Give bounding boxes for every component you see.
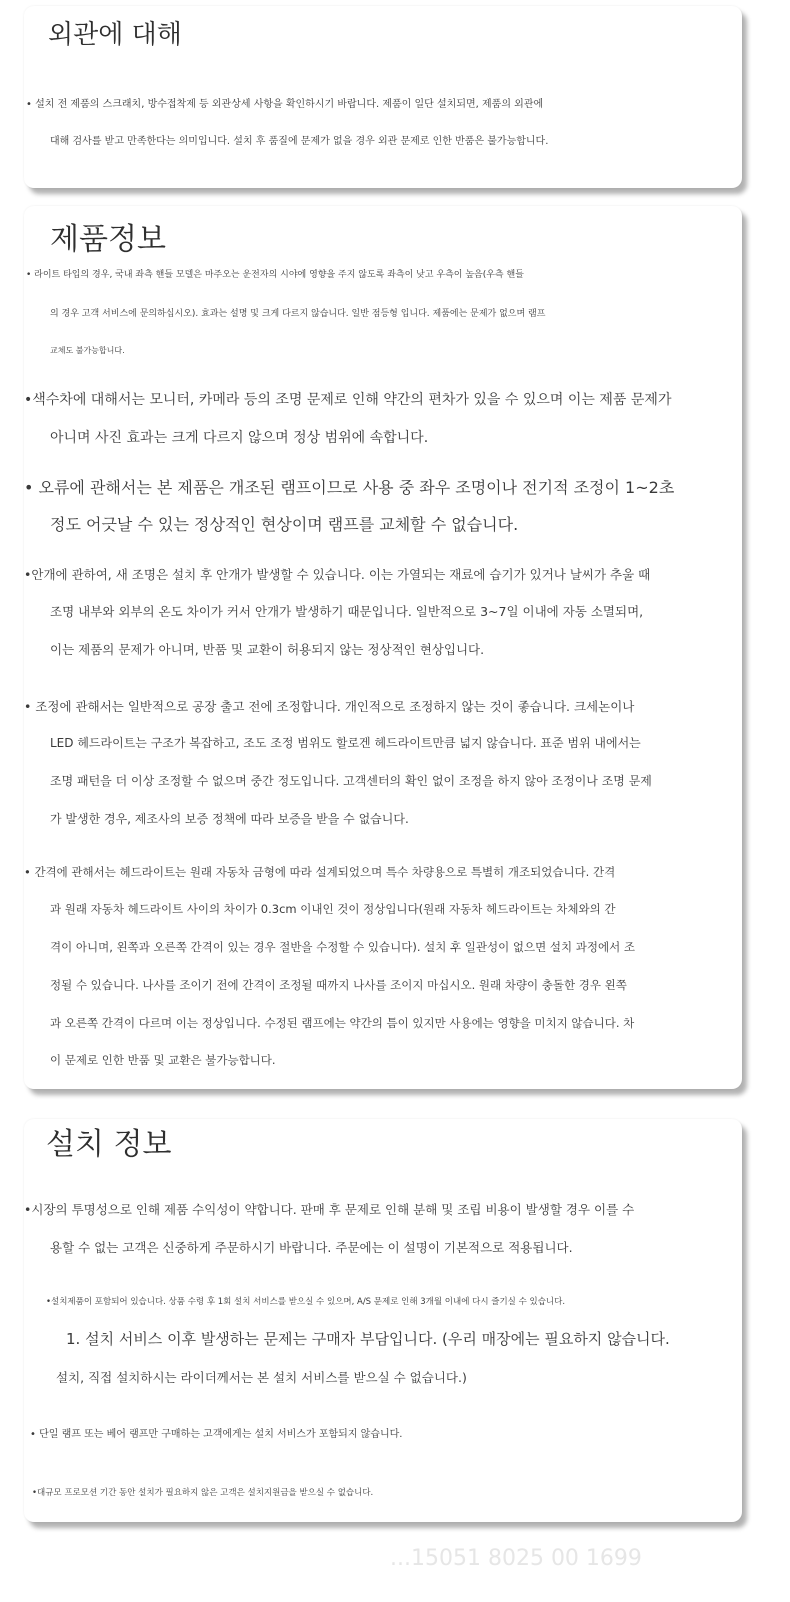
product-info-title: 제품정보 xyxy=(50,222,166,257)
product-info-line: 아니며 사진 효과는 크게 다르지 않으며 정상 범위에 속합니다. xyxy=(50,430,429,446)
product-info-line: 과 오른쪽 간격이 다르며 이는 정상입니다. 수정된 램프에는 약간의 틈이 있지만 사용에는 영향을 미치지 않습니다. 차 xyxy=(50,1016,635,1030)
product-info-line: 이 문제로 인한 반품 및 교환은 불가능합니다. xyxy=(50,1053,276,1067)
install-info-line: •시장의 투명성으로 인해 제품 수익성이 약합니다. 판매 후 문제로 인해 분해 및 조립 비용이 발생할 경우 이를 수 xyxy=(24,1202,635,1217)
product-info-line: LED 헤드라이트는 구조가 복잡하고, 조도 조정 범위도 할로겐 헤드라이트만큼 넓지 않습니다. 표준 범위 내에서는 xyxy=(50,736,641,750)
appearance-title: 외관에 대해 xyxy=(48,20,182,50)
product-info-line: 과 원래 자동차 헤드라이트 사이의 차이가 0.3cm 이내인 것이 정상입니다(원래 자동차 헤드라이트는 차체와의 간 xyxy=(50,902,616,916)
product-info-line: 조명 내부와 외부의 온도 차이가 커서 안개가 발생하기 때문입니다. 일반적으로 3~7일 이내에 자동 소멸되며, xyxy=(50,604,644,619)
product-info-line: • 간격에 관해서는 헤드라이트는 원래 자동차 금형에 따라 설계되었으며 특수 차량용으로 특별히 개조되었습니다. 간격 xyxy=(24,865,616,879)
product-info-line: • 조정에 관해서는 일반적으로 공장 출고 전에 조정합니다. 개인적으로 조정하지 않는 것이 좋습니다. 크세논이나 xyxy=(24,699,635,714)
install-info-line: 용할 수 없는 고객은 신중하게 주문하시기 바랍니다. 주문에는 이 설명이 기본적으로 적용됩니다. xyxy=(50,1240,573,1255)
product-info-line: •색수차에 대해서는 모니터, 카메라 등의 조명 문제로 인해 약간의 편차가 있을 수 있으며 이는 제품 문제가 xyxy=(24,392,672,408)
appearance-line: 대해 검사를 받고 만족한다는 의미입니다. 설치 후 품질에 문제가 없을 경우 외관 문제로 인한 반품은 불가능합니다. xyxy=(50,136,549,147)
install-info-line: •설치제품이 포함되어 있습니다. 상품 수령 후 1회 설치 서비스를 받으실 수 있으며, A/S 문제로 인해 3개월 이내에 다시 즐기실 수 있습니다. xyxy=(46,1297,566,1307)
appearance-line: • 설치 전 제품의 스크래치, 방수접착제 등 외관상세 사항을 확인하시기 바랍니다. 제품이 일단 설치되면, 제품의 외관에 xyxy=(26,99,544,110)
install-info-line: • 단일 램프 또는 베어 램프만 구매하는 고객에게는 설치 서비스가 포함되지 않습니다. xyxy=(30,1429,403,1440)
install-info-line: 1. 설치 서비스 이후 발생하는 문제는 구매자 부담입니다. (우리 매장에는 필요하지 않습니다. xyxy=(66,1330,670,1348)
install-info-title: 설치 정보 xyxy=(46,1127,172,1162)
install-info-line: 설치, 직접 설치하시는 라이더께서는 본 설치 서비스를 받으실 수 없습니다.) xyxy=(56,1370,467,1385)
install-info-line: •대규모 프로모션 기간 동안 설치가 필요하지 않은 고객은 설치지원금을 받으실 수 없습니다. xyxy=(32,1488,374,1498)
product-info-line: 교체도 불가능합니다. xyxy=(50,346,125,355)
watermark: ...15051 8025 00 1699 xyxy=(390,1546,642,1571)
product-info-line: 이는 제품의 문제가 아니며, 반품 및 교환이 허용되지 않는 정상적인 현상입니다. xyxy=(50,642,485,657)
product-info-line: • 라이트 타입의 경우, 국내 좌측 핸들 모델은 마주오는 운전자의 시야에 영향을 주지 않도록 좌측이 낮고 우측이 높음(우측 핸들 xyxy=(26,270,524,280)
product-info-line: 가 발생한 경우, 제조사의 보증 정책에 따라 보증을 받을 수 없습니다. xyxy=(50,812,409,826)
product-info-line: 정될 수 있습니다. 나사를 조이기 전에 간격이 조정될 때까지 나사를 조이지 마십시오. 원래 차량이 충돌한 경우 왼쪽 xyxy=(50,978,627,992)
product-info-line: • 오류에 관해서는 본 제품은 개조된 램프이므로 사용 중 좌우 조명이나 전기적 조정이 1~2초 xyxy=(24,478,675,497)
product-info-line: 정도 어긋날 수 있는 정상적인 현상이며 램프를 교체할 수 없습니다. xyxy=(50,515,519,534)
product-info-line: •안개에 관하여, 새 조명은 설치 후 안개가 발생할 수 있습니다. 이는 가열되는 재료에 습기가 있거나 날씨가 추울 때 xyxy=(24,567,651,582)
product-info-line: 의 경우 고객 서비스에 문의하십시오). 효과는 설명 및 크게 다르지 않습니다. 일반 점등형 입니다. 제품에는 문제가 없으며 램프 xyxy=(50,309,546,319)
product-info-line: 격이 아니며, 왼쪽과 오른쪽 간격이 있는 경우 절반을 수정할 수 있습니다). 설치 후 일관성이 없으면 설치 과정에서 조 xyxy=(50,940,635,954)
install-info-card xyxy=(24,1119,742,1522)
product-info-line: 조명 패턴을 더 이상 조정할 수 없으며 중간 정도입니다. 고객센터의 확인 없이 조정을 하지 않아 조정이나 조명 문제 xyxy=(50,774,652,788)
